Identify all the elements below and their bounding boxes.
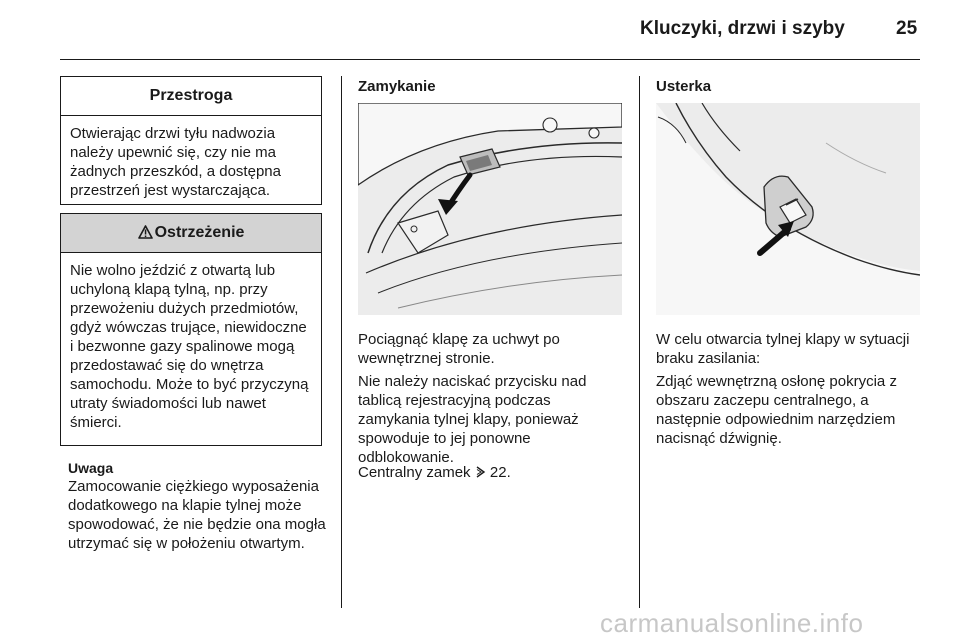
- closing-title: Zamykanie: [358, 78, 436, 95]
- warning-title: Ostrzeżenie: [154, 224, 245, 241]
- warning-text: Nie wolno jeździć z otwartą lub uchyloną klapą tylną, np. przy przewożeniu dużych przedmiotów, gdyż wówczas trujące, niewidoczne i bezwonne gazy spalinowe mogą przedostawać się do wnętrza samochodu. Może to być przyczyną utraty świadomości lub nawet śmierci.: [70, 262, 309, 431]
- caution-title: Przestroga: [61, 77, 321, 116]
- note-text: Zamocowanie ciężkiego wyposażenia dodatkowego na klapie tylnej może spowodować, że nie będzie ona mogła utrzymać się w położeniu otwartym.: [68, 478, 326, 552]
- central-lock-text: Centralny zamek: [358, 464, 471, 481]
- watermark: carmanualsonline.info: [600, 608, 864, 638]
- closing-illustration: [358, 103, 622, 315]
- closing-para-1: Pociągnąć klapę za uchwyt po wewnętrznej stronie.: [358, 331, 560, 367]
- header-rule: [60, 59, 920, 60]
- central-lock-page-ref[interactable]: 22.: [489, 464, 511, 481]
- page-header-title: Kluczyki, drzwi i szyby: [640, 18, 845, 39]
- fault-illustration: [656, 103, 920, 315]
- fault-para-2: Zdjąć wewnętrzną osłonę pokrycia z obszaru zaczepu centralnego, a następnie odpowiednim narzędziem nacisnąć dźwignię.: [656, 373, 897, 447]
- closing-para-2: Nie należy naciskać przycisku nad tablicą rejestracyjną podczas zamykania tylnej klapy, ponieważ spowoduje to jej ponowne odblokowanie.: [358, 373, 587, 466]
- note-title: Uwaga: [68, 460, 114, 476]
- column-divider-left: [341, 76, 342, 608]
- warning-box: [60, 213, 322, 446]
- caution-text: Otwierając drzwi tyłu nadwozia należy upewnić się, czy nie ma żadnych przeszkód, a dostępna przestrzeń jest wystarczająca.: [70, 125, 281, 199]
- caution-box: [60, 76, 322, 205]
- reference-arrow-icon: [475, 464, 486, 483]
- fault-title: Usterka: [656, 78, 712, 95]
- column-divider-right: [639, 76, 640, 608]
- warning-triangle-icon: [138, 216, 153, 254]
- page-number: 25: [896, 18, 918, 39]
- closing-para-3: [358, 463, 620, 483]
- warning-header: [61, 214, 321, 253]
- fault-para-1: W celu otwarcia tylnej klapy w sytuacji braku zasilania:: [656, 331, 910, 367]
